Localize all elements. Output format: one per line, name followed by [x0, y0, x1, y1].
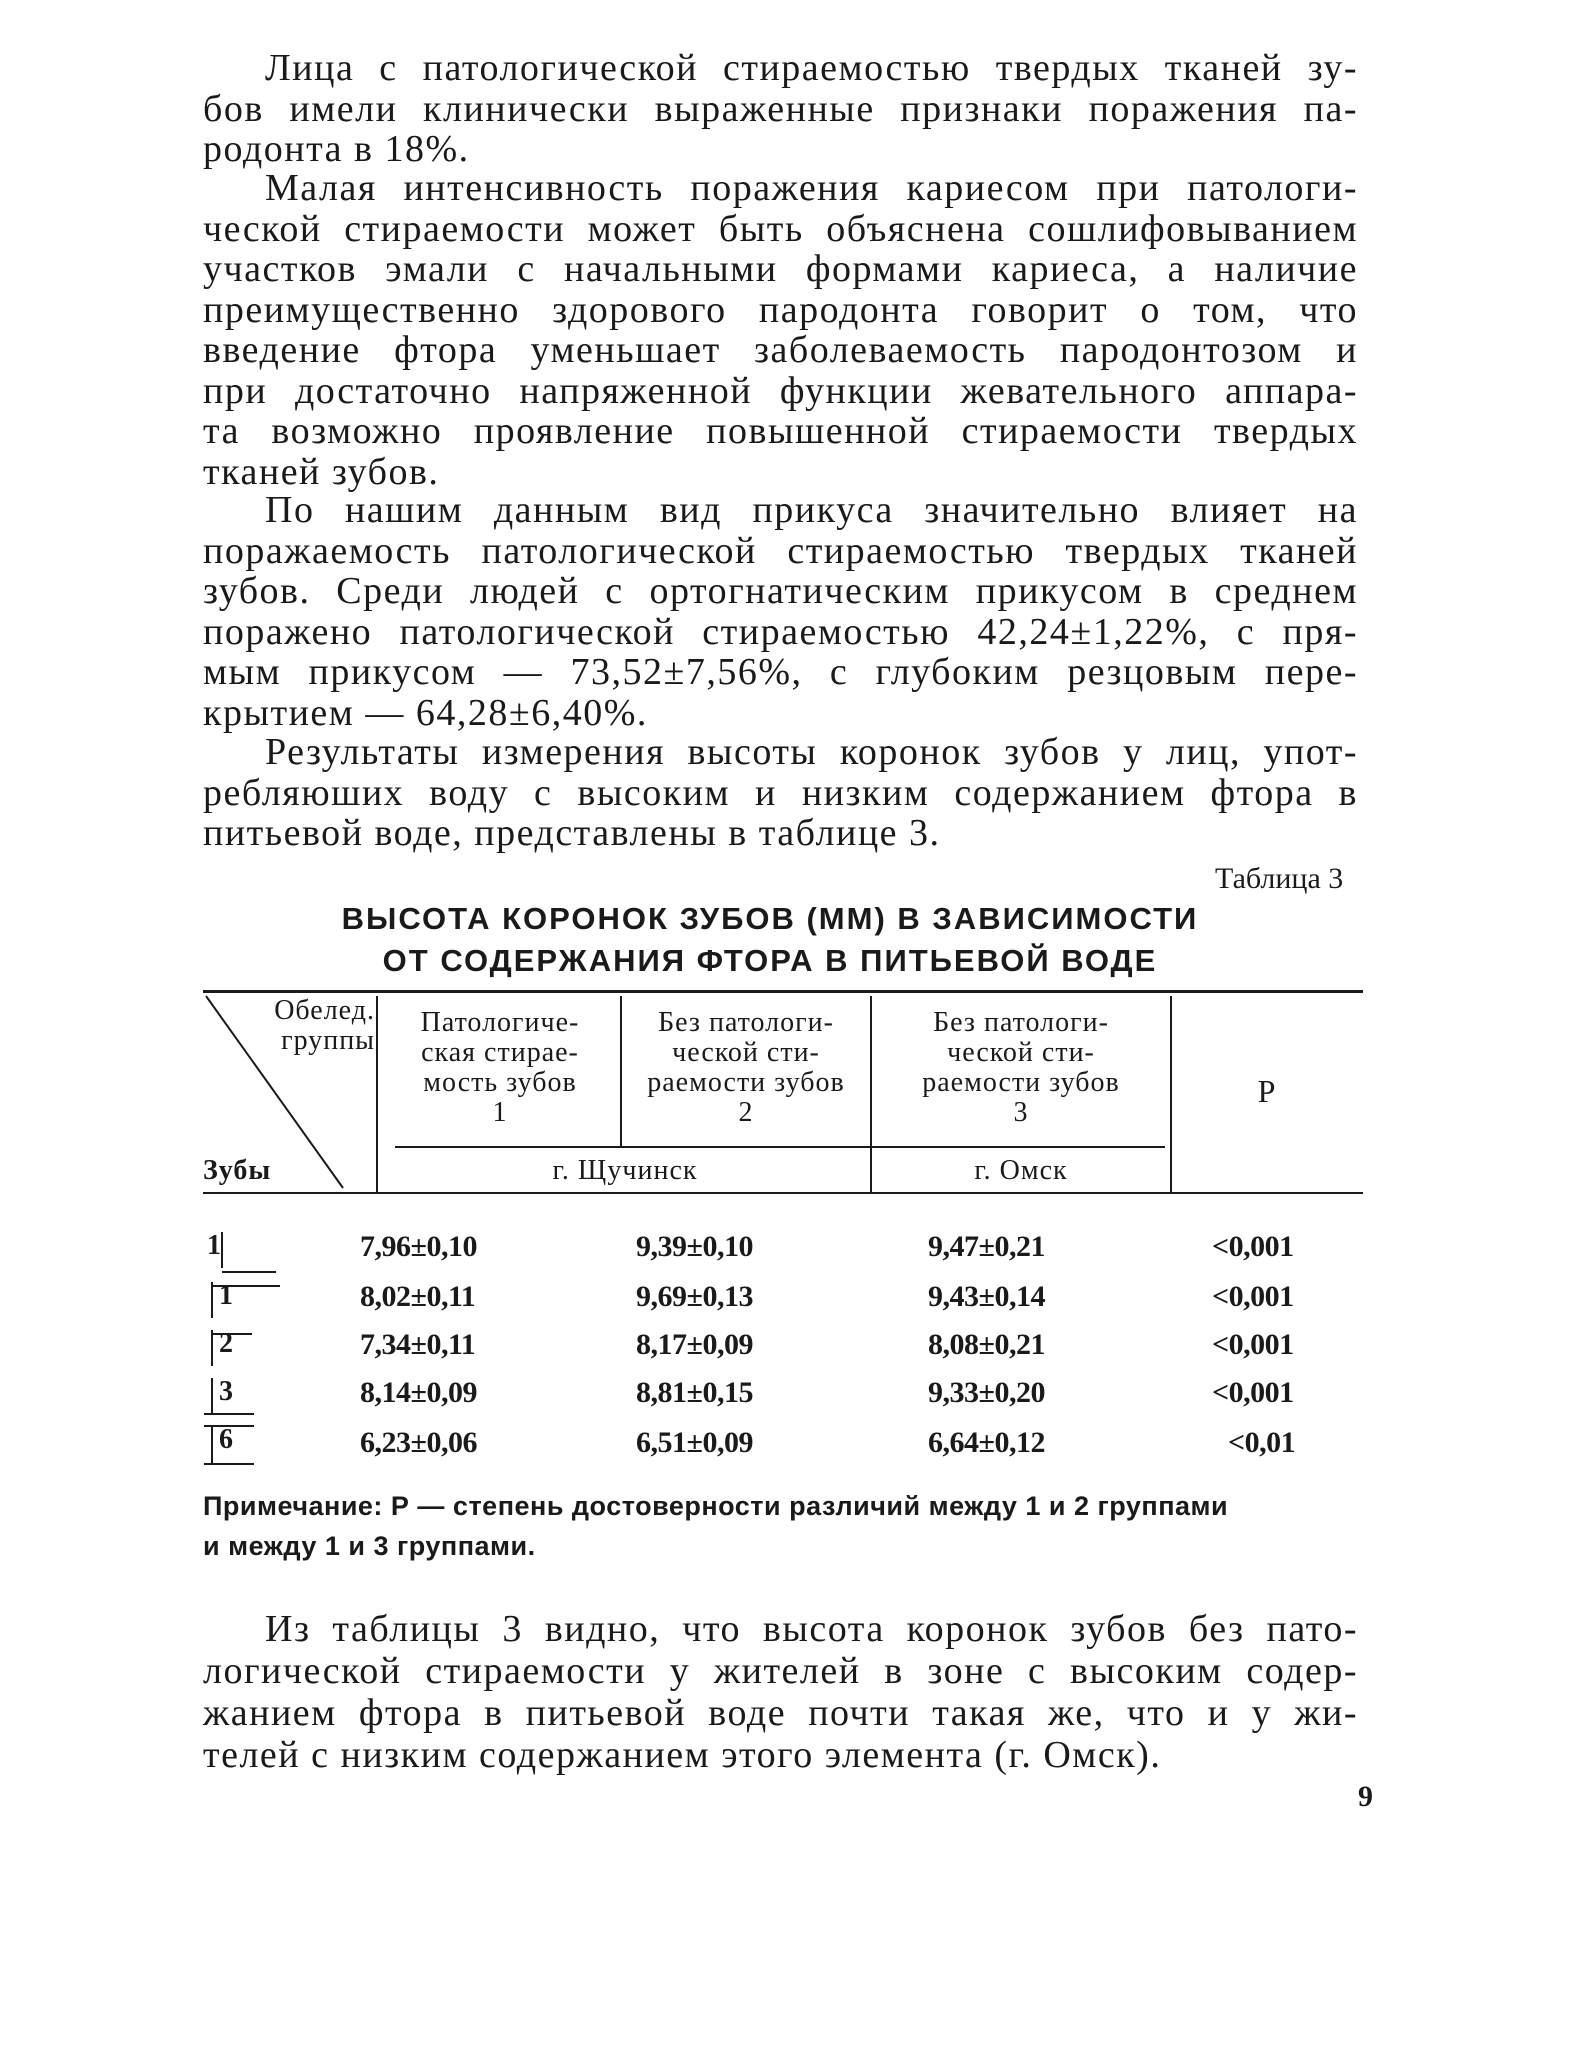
closing-paragraph	[203, 1608, 1358, 1776]
tooth-label: 1	[219, 1280, 233, 1311]
cell-group-3: 9,47±0,21	[928, 1230, 1045, 1263]
text-line: ческой стираемости может быть объяснена сошлифовыванием	[203, 207, 1358, 250]
table-top-rule	[203, 990, 1363, 993]
column-header-p	[1172, 1073, 1362, 1109]
column-header-line: Без патологи-	[658, 1007, 834, 1038]
text-line: Малая интенсивность поражения кариесом при патологи-	[265, 167, 1358, 209]
column-header-line: 3	[1013, 1097, 1029, 1128]
table-header-bottom-rule	[203, 1192, 1363, 1194]
column-header-2	[622, 1008, 870, 1128]
page-number: 9	[1358, 1780, 1373, 1813]
city-label-shchuchinsk: г. Щучинск	[552, 1155, 698, 1186]
corner-header-line: Обелед.	[274, 995, 375, 1026]
text-line: участков эмали с начальными формами кариеса, а наличие	[203, 248, 1358, 290]
corner-header-line: группы	[281, 1025, 375, 1056]
text-line: жанием фтора в питьевой воде почти такая же, что и у жи-	[203, 1692, 1358, 1734]
column-header-line: 1	[492, 1097, 508, 1128]
text-line: питьевой воде, представлены в таблице 3.	[203, 812, 941, 854]
table-title	[270, 898, 1270, 982]
text-line: поражено патологической стираемостью 42,24±1,22%, с пря-	[203, 610, 1358, 653]
cell-p: <0,01	[1228, 1426, 1296, 1459]
text-line: преимущественно здорового пародонта говорит о том, что	[203, 288, 1358, 331]
paragraph-4	[203, 732, 1358, 854]
cell-group-1: 8,14±0,09	[360, 1376, 477, 1409]
cell-p: <0,001	[1212, 1280, 1294, 1313]
tooth-notation-marks	[200, 1228, 290, 1478]
column-header-line: мость зубов	[423, 1067, 577, 1098]
cell-group-2: 6,51±0,09	[636, 1426, 753, 1459]
text-line: бов имели клинически выраженные признаки поражения па-	[203, 87, 1358, 130]
cell-group-3: 9,43±0,14	[928, 1280, 1045, 1313]
cell-group-3: 8,08±0,21	[928, 1328, 1045, 1361]
cell-group-2: 9,39±0,10	[636, 1230, 753, 1263]
cell-p: <0,001	[1212, 1328, 1294, 1361]
cell-group-1: 7,96±0,10	[360, 1230, 477, 1263]
text-line: Результаты измерения высоты коронок зубов у лиц, упот-	[265, 731, 1358, 773]
column-header-line: ческой сти-	[947, 1037, 1095, 1068]
cell-p: <0,001	[1212, 1376, 1294, 1409]
text-line: Из таблицы 3 видно, что высота коронок зубов без пато-	[265, 1608, 1358, 1650]
text-line: та возможно проявление повышенной стираемости твердых	[203, 410, 1358, 452]
text-line: крытием — 64,28±6,40%.	[203, 691, 648, 734]
table-title-line: ОТ СОДЕРЖАНИЯ ФТОРА В ПИТЬЕВОЙ ВОДЕ	[382, 943, 1158, 978]
cell-group-1: 8,02±0,11	[360, 1280, 476, 1313]
tooth-label: 1	[207, 1230, 221, 1261]
column-header-line: 2	[738, 1097, 754, 1128]
city-rule	[395, 1146, 1165, 1148]
cell-group-2: 8,81±0,15	[636, 1376, 753, 1409]
text-line: По нашим данным вид прикуса значительно влияет на	[265, 489, 1358, 531]
table-note	[203, 1486, 1363, 1566]
column-header-line: Без патологи-	[933, 1007, 1109, 1038]
column-header-3	[872, 1008, 1170, 1128]
cell-group-1: 7,34±0,11	[360, 1328, 476, 1361]
tooth-label: 6	[219, 1424, 233, 1455]
text-line: телей с низким содержанием этого элемента (г. Омск).	[203, 1734, 1162, 1776]
text-line: мым прикусом — 73,52±7,56%, с глубоким резцовым пере-	[203, 651, 1358, 693]
text-line: ребляюших воду с высоким и низким содержанием фтора в	[203, 771, 1358, 814]
text-line: при достаточно напряженной функции жевательного аппара-	[203, 369, 1358, 412]
paragraph-2	[203, 168, 1358, 492]
text-line: поражаемость патологической стираемостью твердых тканей	[203, 529, 1358, 572]
column-header-1	[380, 1008, 620, 1128]
text-line: введение фтора уменьшает заболеваемость пародонтозом и	[203, 329, 1358, 371]
table-title-line: ВЫСОТА КОРОНОК ЗУБОВ (ММ) В ЗАВИСИМОСТИ	[341, 901, 1199, 936]
corner-header-teeth: Зубы	[203, 1155, 272, 1186]
text-line: родонта в 18%.	[203, 128, 470, 170]
column-header-line: ская стирае-	[421, 1037, 579, 1068]
column-header-line: раемости зубов	[647, 1067, 845, 1098]
cell-group-3: 6,64±0,12	[928, 1426, 1045, 1459]
column-header-line: Патологиче-	[420, 1007, 580, 1038]
text-line: зубов. Среди людей с ортогнатическим прикусом в среднем	[203, 570, 1358, 612]
cell-group-2: 8,17±0,09	[636, 1328, 753, 1361]
column-header-line: Р	[1257, 1073, 1277, 1109]
text-line: Лица с патологической стираемостью твердых тканей зу-	[265, 47, 1358, 89]
table-label: Таблица 3	[1215, 862, 1344, 895]
text-line: тканей зубов.	[203, 450, 440, 493]
paragraph-1	[203, 48, 1358, 170]
cell-group-3: 9,33±0,20	[928, 1376, 1045, 1409]
cell-group-2: 9,69±0,13	[636, 1280, 753, 1313]
tooth-label: 3	[219, 1376, 233, 1407]
paragraph-3	[203, 490, 1358, 733]
column-header-line: ческой сти-	[672, 1037, 820, 1068]
column-header-line: раемости зубов	[922, 1067, 1120, 1098]
note-line: Примечание: Р — степень достоверности различий между 1 и 2 группами	[203, 1491, 1229, 1521]
column-divider	[376, 996, 378, 1192]
city-label-omsk: г. Омск	[974, 1155, 1068, 1186]
corner-header-groups	[245, 996, 375, 1056]
cell-p: <0,001	[1212, 1230, 1294, 1263]
cell-group-1: 6,23±0,06	[360, 1426, 477, 1459]
note-line: и между 1 и 3 группами.	[203, 1531, 536, 1561]
text-line: логической стираемости у жителей в зоне с высоким содер-	[203, 1650, 1358, 1692]
tooth-label: 2	[219, 1328, 233, 1359]
